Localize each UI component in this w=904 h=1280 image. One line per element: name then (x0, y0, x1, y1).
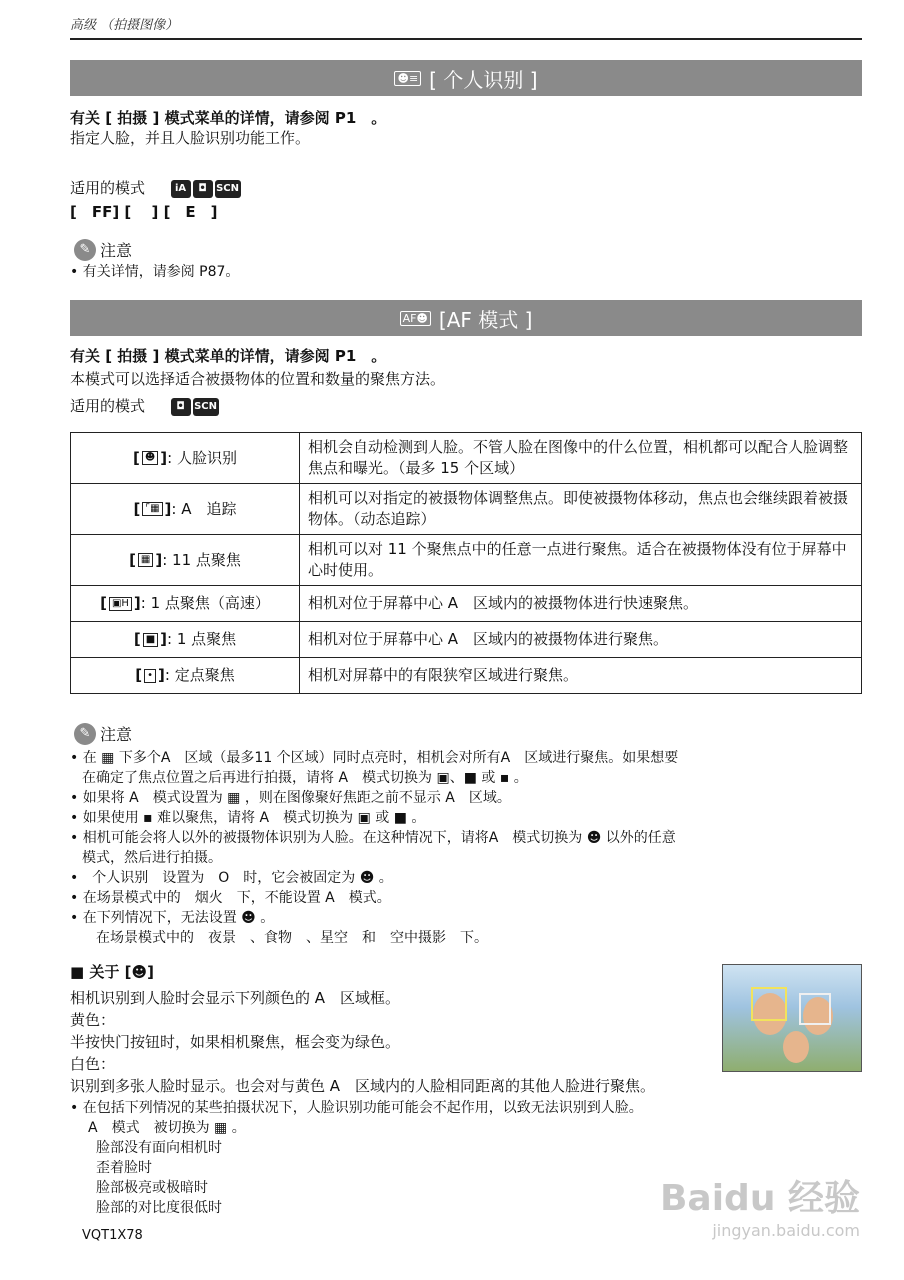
desc-cell: 相机可以对指定的被摄物体调整焦点。即使被摄物体移动，焦点也会继续跟着被摄物体。（动态追踪） (300, 484, 862, 535)
applicable-modes (70, 178, 243, 198)
face-detection-photo (722, 964, 862, 1072)
table-row (71, 433, 862, 484)
section-bar-af-mode (70, 300, 862, 336)
white-af-frame (799, 993, 831, 1025)
running-head: 高级 （拍摄图像） (70, 18, 179, 33)
eleven-area-icon: ▦ (138, 553, 153, 567)
scn-mode-icon: SCN (215, 180, 241, 198)
scn-mode-icon: SCN (193, 398, 219, 416)
about-line: 识别到多张人脸时显示。也会对与黄色 A 区域内的人脸相同距离的其他人脸进行聚焦。 (70, 1077, 656, 1095)
section-title: [AF 模式 ] (438, 307, 533, 332)
settings-options: [ FF] [ ] [ E ] (70, 203, 218, 221)
face (783, 1031, 809, 1063)
pencil-icon: ✎ (74, 723, 96, 745)
pencil-icon: ✎ (74, 239, 96, 261)
note-text: • 有关详情，请参阅 P87。 (70, 264, 240, 280)
mode-cell: [ ⌜▦ ]: A 追踪 (71, 484, 300, 535)
note-line: • 个人识别 设置为 O 时，它会被固定为 ☻ 。 (70, 870, 393, 886)
header-rule (70, 38, 862, 40)
applicable-modes (70, 396, 221, 416)
one-area-icon: ■ (143, 633, 158, 647)
section-description: 指定人脸，并且人脸识别功能工作。 (70, 129, 311, 147)
note-line: • 如果使用 ▪ 难以聚焦，请将 A 模式切换为 ▣ 或 ■ 。 (70, 810, 426, 826)
mode-cell: [ ■ ]: 1 点聚焦 (71, 622, 300, 658)
desc-cell: 相机对屏幕中的有限狭窄区域进行聚焦。 (300, 658, 862, 694)
watermark-brand: Baidu 经验 (659, 1178, 860, 1219)
about-line: 相机识别到人脸时会显示下列颜色的 A 区域框。 (70, 989, 401, 1007)
table-row (71, 484, 862, 535)
note-label: 注意 (100, 241, 133, 260)
tracking-icon: ⌜▦ (142, 502, 162, 516)
mode-cell: [ ☻ ]: 人脸识别 (71, 433, 300, 484)
mode-cell: [ ▣H ]: 1 点聚焦（高速） (71, 586, 300, 622)
about-line: 半按快门按钮时，如果相机聚焦，框会变为绿色。 (70, 1033, 401, 1051)
note-line: 模式，然后进行拍摄。 (82, 850, 222, 866)
about-line: • 在包括下列情况的某些拍摄状况下，人脸识别功能可能会不起作用，以致无法识别到人脸。 (70, 1100, 643, 1116)
about-line: 脸部没有面向相机时 (96, 1140, 222, 1156)
face-detection-icon: ☻ (142, 451, 158, 465)
note-line: • 如果将 A 模式设置为 ▦ ，则在图像聚好焦距之前不显示 A 区域。 (70, 790, 511, 806)
mode-cell: [ • ]: 定点聚焦 (71, 658, 300, 694)
note-label: 注意 (100, 725, 133, 744)
desc-cell: 相机会自动检测到人脸。不管人脸在图像中的什么位置，相机都可以配合人脸调整焦点和曝光。（最多 15 个区域） (300, 433, 862, 484)
menu-reference: 有关 [ 拍摄 ] 模式菜单的详情，请参阅 P1 。 (70, 347, 387, 365)
about-line: A 模式 被切换为 ▦ 。 (88, 1120, 246, 1136)
about-line: 黄色： (70, 1011, 116, 1029)
spot-icon: • (144, 669, 156, 683)
note-line: • 在下列情况下，无法设置 ☻ 。 (70, 910, 275, 926)
af-mode-table (70, 432, 862, 694)
menu-reference: 有关 [ 拍摄 ] 模式菜单的详情，请参阅 P1 。 (70, 109, 387, 127)
note-line: • 在 ▦ 下多个A 区域（最多11 个区域）同时点亮时，相机会对所有A 区域进行聚焦。如果想要 (70, 750, 679, 766)
desc-cell: 相机对位于屏幕中心 A 区域内的被摄物体进行聚焦。 (300, 622, 862, 658)
watermark-url: jingyan.baidu.com (712, 1221, 860, 1240)
section-bar-face-recognition (70, 60, 862, 96)
camera-mode-icon: ◘ (193, 180, 213, 198)
table-row (71, 658, 862, 694)
desc-cell: 相机可以对 11 个聚焦点中的任意一点进行聚焦。适合在被摄物体没有位于屏幕中心时使用。 (300, 535, 862, 586)
section-description: 本模式可以选择适合被摄物体的位置和数量的聚焦方法。 (70, 370, 446, 388)
mode-cell: [ ▦ ]: 11 点聚焦 (71, 535, 300, 586)
watermark (660, 1170, 860, 1240)
ia-mode-icon: iA (171, 180, 191, 198)
note-line: • 相机可能会将人以外的被摄物体识别为人脸。在这种情况下，请将A 模式切换为 ☻ 以外的任意 (70, 830, 676, 846)
note-heading (74, 722, 132, 745)
about-line: 白色： (70, 1055, 116, 1073)
modes-label: 适用的模式 (70, 397, 146, 415)
about-heading: ■ 关于 [☻] (70, 963, 154, 981)
section-title: [ 个人识别 ] (429, 67, 538, 92)
af-mode-icon: AF☻ (400, 311, 431, 326)
note-line: 在确定了焦点位置之后再进行拍摄，请将 A 模式切换为 ▣、■ 或 ▪ 。 (82, 770, 528, 786)
note-heading (74, 238, 132, 261)
table-row (71, 535, 862, 586)
about-line: 脸部极亮或极暗时 (96, 1180, 208, 1196)
table-row (71, 586, 862, 622)
modes-label: 适用的模式 (70, 179, 146, 197)
face-list-icon: ☻≡ (394, 71, 421, 86)
about-line: 歪着脸时 (96, 1160, 152, 1176)
one-area-high-speed-icon: ▣H (109, 597, 132, 611)
yellow-af-frame (751, 987, 787, 1021)
about-line: 脸部的对比度很低时 (96, 1200, 222, 1216)
note-line: • 在场景模式中的 烟火 下，不能设置 A 模式。 (70, 890, 391, 906)
note-line: 在场景模式中的 夜景 、食物 、星空 和 空中摄影 下。 (96, 930, 488, 946)
desc-cell: 相机对位于屏幕中心 A 区域内的被摄物体进行快速聚焦。 (300, 586, 862, 622)
footer-code: VQT1X78 (82, 1228, 143, 1243)
table-row (71, 622, 862, 658)
camera-mode-icon: ◘ (171, 398, 191, 416)
